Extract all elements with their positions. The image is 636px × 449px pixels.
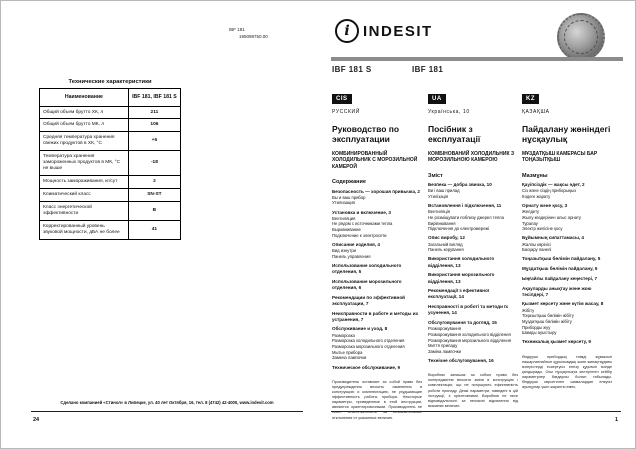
table-row <box>40 221 181 240</box>
quality-seal-icon <box>557 13 605 61</box>
language-label: РУССКИЙ <box>332 109 360 115</box>
toc-entry: Использование холодильного отделения, 5 <box>332 262 402 275</box>
toc-entry: Мытье прибора <box>332 349 363 355</box>
toc-entry: Підключення до електромережі <box>428 226 490 232</box>
table-of-contents <box>332 189 422 371</box>
specs-table <box>39 88 181 240</box>
toc-entry: Разморозка морозильного отделения <box>332 344 405 349</box>
toc-entry: Сіз және сіздің приборыңыз <box>522 188 576 194</box>
appliance-type-subtitle: КОМБІНОВАНИЙ ХОЛОДИЛЬНИК З МОРОЗИЛЬНОЮ КАМЕРОЮ <box>428 150 515 164</box>
left-footer-rule <box>31 411 303 412</box>
toc-entry: Использование морозильного отделения, 6 <box>332 278 402 291</box>
table-row <box>40 202 181 221</box>
spec-name-cell: Климатический класс <box>40 189 129 202</box>
document-code <box>229 27 268 41</box>
toc-entry: Жалпы көрінісі <box>522 241 551 247</box>
toc-entry: Қызмет көрсету және күтім жасау, 8 <box>522 301 604 307</box>
toc-entry: Обслуговування та догляд, 15 <box>428 319 497 325</box>
specs-table-body <box>40 106 181 240</box>
toc-entry: Ақауларды анықтау және жою тәсілдері, 7 <box>522 285 592 297</box>
spec-name-cell: Корректированный уровень звуковой мощности, дБА не более <box>40 221 129 240</box>
toc-entry: Загальний вигляд <box>428 241 463 247</box>
language-label: Українська, 10 <box>428 109 470 115</box>
spec-name-cell: Общий объем брутто ХК, л <box>40 106 129 119</box>
region-badge-cis: CIS <box>332 94 352 104</box>
toc-entry: Замена лампочки <box>332 355 367 361</box>
column-footnote: Өндіруші прибордың тиімді жұмысын нашарлатпайтын құрылымдық және жинақтаудағы өзгерістерді ескертусіз енгізу құқығын өзінде қалдырады. Осы нұсқаулықта келтірілген кейбір параметрлер бағдарлы болып табылады. Өндіруші көрсетілген шамалардан елеусіз ауытқулар үшін жауапты емес. <box>522 354 612 390</box>
table-of-contents <box>428 182 518 364</box>
spec-value-cell: 106 <box>128 119 180 132</box>
spec-name-cell: Температура хранения замороженных продуктов в МК, °С не выше <box>40 151 129 176</box>
table-row <box>40 189 181 202</box>
toc-entry: Выравнивание <box>332 227 361 233</box>
spec-value-cell: 41 <box>128 221 180 240</box>
toc-entry: Ви і ваш прилад <box>428 188 460 194</box>
toc-entry: Шамды ауыстыру <box>522 330 557 336</box>
spec-value-cell: +5 <box>128 132 180 151</box>
spec-value-cell: -18 <box>128 151 180 176</box>
toc-entry: Мұздатқыш бөлімін пайдалану, 6 <box>522 266 598 272</box>
specs-table-title: Технические характеристики <box>68 79 152 85</box>
specs-header-row <box>40 89 181 107</box>
spec-name-cell: Класс энергетической эффективности <box>40 202 129 221</box>
spec-value-cell: B <box>128 202 180 221</box>
toc-entry: Вентиляція <box>428 209 450 215</box>
model-label-ibf181: IBF 181 <box>412 65 444 74</box>
toc-entry: Разморозка <box>332 332 355 338</box>
column-footnote: Производитель оставляет за собой право без предупреждения вносить изменения в конструкцию и комплектацию, не ухудшающие эффективность работы прибора. Некоторые параметры, приведенные в этой инструкции, являются ориентировочными. Производитель не несет ответственности за незначительные отклонения от указанных величин. <box>332 379 422 420</box>
spec-value-cell: 2 <box>128 176 180 189</box>
table-row <box>40 106 181 119</box>
table-row <box>40 119 181 132</box>
toc-entry: Панель управления <box>332 253 371 259</box>
language-column-ukrainian <box>428 87 518 409</box>
toc-entry: Установка и включение, 3 <box>332 209 391 215</box>
technical-specs-section <box>39 79 181 240</box>
specs-table-head <box>40 89 181 107</box>
toc-entry: Басқару панелі <box>522 247 552 253</box>
column-footnote: Виробник залишає за собою право без попередження вносити зміни в конструкцію і комплектацію, що не погіршують ефективність роботи приладу. Деякі параметри, наведені в цій інструкції, є орієнтовними. Виробник не несе відповідальності за незначні відхилення від вказаних величин. <box>428 373 518 408</box>
contents-heading: Мазмұны <box>522 172 548 179</box>
toc-entry: Кәдеге жарату <box>522 193 551 199</box>
appliance-type-subtitle: МҰЗДАТҚЫШ КАМЕРАСЫ БАР ТОҢАЗЫТҚЫШ <box>522 150 598 164</box>
toc-entry: Утилізація <box>428 193 449 199</box>
toc-entry: Желдету <box>522 209 540 215</box>
toc-entry: Технічне обслуговування, 16 <box>428 358 494 364</box>
right-footer-rule <box>331 411 621 412</box>
toc-entry: Не рядом с источниками тепла <box>332 221 393 227</box>
toc-entry: Миття приладу <box>428 343 458 349</box>
indesit-logo <box>335 19 433 43</box>
contents-heading: Содержание <box>332 179 366 186</box>
spec-name-cell: Средняя температура хранения свежих продуктов в ХК, °С <box>40 132 129 151</box>
region-badge-ua: UA <box>428 94 446 104</box>
toc-entry: Вирівнювання <box>428 220 456 226</box>
toc-entry: Рекомендації з ефективної експлуатації, 14 <box>428 288 490 300</box>
region-badge-kz: KZ <box>522 94 539 104</box>
manufacturer-footer: Сделано компанией «Стинол» в Липецке, ул. 40 лет Октября, 16, тел. 8 (4742) 42-4000, www.indesit.com <box>60 400 274 405</box>
toc-entry: Приборды жуу <box>522 324 551 330</box>
toc-entry: Використання морозильного відділення, 13 <box>428 272 495 284</box>
toc-entry: Орнату және қосу, 3 <box>522 203 568 209</box>
toc-entry: Вы и ваш прибор <box>332 194 366 200</box>
spec-name-cell: Общий объем брутто МК, л <box>40 119 129 132</box>
specs-header-name: Наименование <box>40 89 129 107</box>
toc-entry: Жылу көздерінен алыс орнату <box>522 214 582 220</box>
toc-entry: Не розміщувати поблизу джерел тепла <box>428 214 504 220</box>
toc-entry: Обслуживание и уход, 8 <box>332 326 388 332</box>
spec-value-cell: SN-ST <box>128 189 180 202</box>
document-code-number: 195098750.00 <box>239 33 268 39</box>
toc-entry: Описание изделия, 4 <box>332 241 380 247</box>
toc-entry: Техническое обслуживание, 9 <box>332 364 401 370</box>
toc-entry: Несправності в роботі та методи їх усунення, 14 <box>428 304 509 316</box>
contents-heading: Зміст <box>428 172 443 179</box>
toc-entry: Встановлення і підключення, 11 <box>428 203 502 209</box>
toc-entry: Мұздатқыш бөлімін жібіту <box>522 318 572 324</box>
toc-entry: Розморожування <box>428 326 461 332</box>
column-title: Руководство по эксплуатации <box>332 124 400 144</box>
specs-header-value: IBF 181, IBF 181 S <box>128 89 180 107</box>
toc-entry: Використання холодильного відділення, 13 <box>428 256 495 268</box>
toc-entry: Безопасность — хорошая привычка, 2 <box>332 188 420 194</box>
table-row <box>40 151 181 176</box>
toc-entry: Разморозка холодильного отделения <box>332 338 405 344</box>
toc-entry: Электр желісіне қосу <box>522 226 563 232</box>
toc-entry: Неисправности в работе и методы их устранения, 7 <box>332 310 419 322</box>
toc-entry: Туралау <box>522 220 538 226</box>
table-row <box>40 176 181 189</box>
toc-entry: Техникалық қызмет көрсету, 9 <box>522 339 591 345</box>
toc-entry: Утилизация <box>332 200 355 206</box>
toc-entry: Заміна лампочки <box>428 348 461 354</box>
indesit-logo-icon: i <box>335 19 359 43</box>
language-column-kazakh <box>522 87 612 391</box>
toc-entry: Рекомендации по эффективной эксплуатации, 7 <box>332 294 405 306</box>
toc-entry: Тоңазытқыш бөлімін пайдалану, 5 <box>522 256 601 262</box>
toc-entry: Бұйымның сипаттамасы, 4 <box>522 235 584 241</box>
model-label-ibf181s: IBF 181 S <box>332 65 372 74</box>
toc-entry: Розморожування холодильного відділення <box>428 331 511 337</box>
language-column-russian <box>332 87 422 421</box>
quality-seal-inner-ring <box>564 20 598 54</box>
toc-entry: Тоңазытқыш бөлімін жібіту <box>522 313 574 319</box>
language-label: ҚАЗАҚША <box>522 109 550 115</box>
toc-entry: Панель керування <box>428 247 464 253</box>
toc-entry: Вид изнутри <box>332 248 356 254</box>
toc-entry: Жібіту <box>522 307 535 313</box>
toc-entry: Безпека — добра звичка, 10 <box>428 182 492 188</box>
toc-entry: Қауіпсіздік — жақсы әдет, 2 <box>522 182 585 188</box>
appliance-type-subtitle: КОМБИНИРОВАННЫЙ ХОЛОДИЛЬНИК С МОРОЗИЛЬНОЙ КАМЕРОЙ <box>332 150 418 170</box>
toc-entry: Опис виробу, 12 <box>428 235 465 241</box>
spec-value-cell: 211 <box>128 106 180 119</box>
spec-name-cell: Мощность замораживания, кг/сут <box>40 176 129 189</box>
table-row <box>40 132 181 151</box>
document-code-model: IBF 181 <box>229 27 245 32</box>
brand-wordmark: INDESIT <box>363 22 433 40</box>
toc-entry: Розморожування морозильного відділення <box>428 337 512 343</box>
column-title: Пайдалану жөніндегі нұсқаулық <box>522 124 611 144</box>
left-page-number: 24 <box>33 417 40 423</box>
column-title: Посібник з експлуатації <box>428 124 481 144</box>
toc-entry: Вентиляция <box>332 215 356 221</box>
toc-entry: Подключение к электросети <box>332 232 387 238</box>
header-divider-bar <box>331 57 623 61</box>
right-page-number: 1 <box>615 417 619 423</box>
table-of-contents <box>522 182 612 346</box>
toc-entry: Ыңғайлы пайдалану кеңестері, 7 <box>522 275 598 281</box>
